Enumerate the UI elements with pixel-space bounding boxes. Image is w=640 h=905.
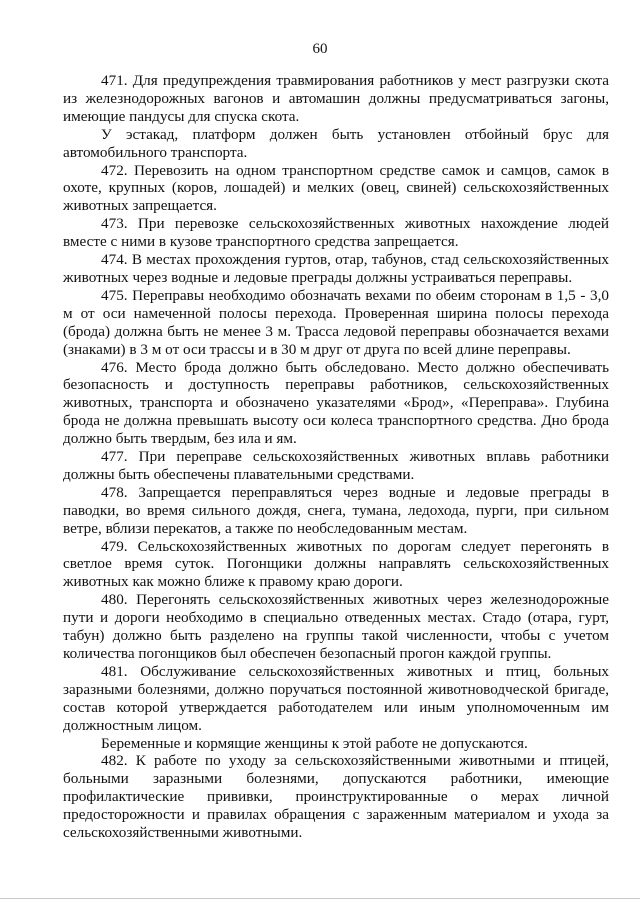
paragraph-473: 473. При перевозке сельскохозяйственных животных нахождение людей вместе с ними в кузове транспортного средства запрещается. xyxy=(63,215,609,251)
page-number: 60 xyxy=(312,41,328,57)
paragraph-471-estakady: У эстакад, платформ должен быть установлен отбойный брус для автомобильного транспорта. xyxy=(63,125,609,161)
document-body xyxy=(63,72,609,842)
paragraph-477: 477. При переправе сельскохозяйственных животных вплавь работники должны быть обеспечены плавательными средствами. xyxy=(63,448,609,483)
paragraph-472: 472. Перевозить на одном транспортном средстве самок и самцов, самок в охоте, крупных (коров, лошадей) и мелких (овец, свиней) сельскохозяйственных животных запрещается. xyxy=(63,161,609,215)
paragraph-478: 478. Запрещается переправляться через водные и ледовые преграды в паводки, во время сильного дождя, снега, тумана, ледохода, пурги, при сильном ветре, вблизи перекатов, а также по необследованным местам. xyxy=(63,483,609,537)
paragraph-471: 471. Для предупреждения травмирования работников у мест разгрузки скота из железнодорожных вагонов и автомашин должны предусматриваться загоны, имеющие пандусы для спуска скота. xyxy=(63,72,609,125)
paragraph-475: 475. Переправы необходимо обозначать вехами по обеим сторонам в 1,5 - 3,0 м от оси намеченной полосы перехода. Проверенная ширина полосы перехода (брода) должна быть не менее 3 м. Трасса ледовой переправы обозначается вехами (знаками) в 3 м от оси трассы и в 30 м друг от друга по всей длине переправы. xyxy=(63,286,609,358)
paragraph-479: 479. Сельскохозяйственных животных по дорогам следует перегонять в светлое время суток. Погонщики должны направлять сельскохозяйственных животных как можно ближе к правому краю дороги. xyxy=(63,537,609,591)
paragraph-481: 481. Обслуживание сельскохозяйственных животных и птиц, больных заразными болезнями, должно поручаться постоянной животноводческой бригаде, состав которой утверждается работодателем или иным уполномоченным им должностным лицом. xyxy=(63,662,609,734)
paragraph-482: 482. К работе по уходу за сельскохозяйственными животными и птицей, больными заразными болезнями, допускаются работники, имеющие профилактические прививки, проинструктированные о мерах личной предосторожности и правилах обращения с зараженным материалом и ухода за сельскохозяйственными животными. xyxy=(63,752,609,842)
paragraph-481-women: Беременные и кормящие женщины к этой работе не допускаются. xyxy=(101,734,528,752)
paragraph-480: 480. Перегонять сельскохозяйственных животных через железнодорожные пути и дороги необходимо в специально отведенных местах. Стадо (отара, гурт, табун) должно быть разделено на группы такой численности, чтобы с учетом количества погонщиков был обеспечен безопасный прогон каждой группы. xyxy=(63,591,609,662)
scan-bottom-edge xyxy=(0,898,640,899)
paragraph-474: 474. В местах прохождения гуртов, отар, табунов, стад сельскохозяйственных животных через водные и ледовые преграды должны устраиваться переправы. xyxy=(63,251,609,286)
paragraph-476: 476. Место брода должно быть обследовано. Место должно обеспечивать безопасность и доступность переправы работников, сельскохозяйственных животных, транспорта и обозначено указателями «Брод», «Переправа». Глубина брода не должна превышать высоту оси колеса транспортного средства. Дно брода должно быть твердым, без ила и ям. xyxy=(63,358,609,448)
